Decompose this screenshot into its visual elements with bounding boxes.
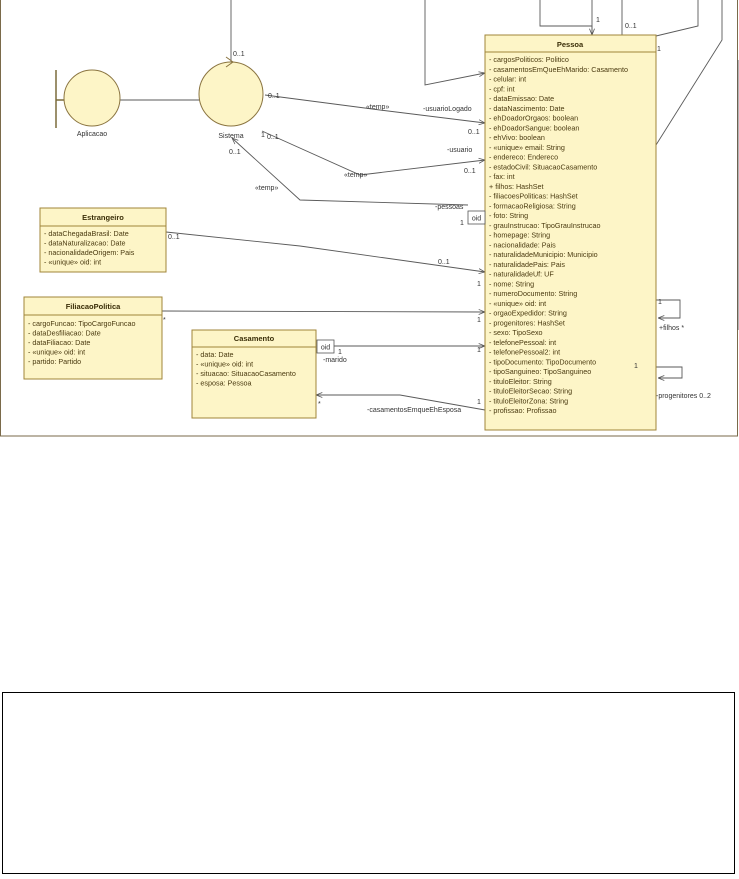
pessoa-attribute: - grauInstrucao: TipoGrauInstrucao xyxy=(489,220,601,230)
pessoa-attribute: - filiacoesPoliticas: HashSet xyxy=(489,191,578,201)
pessoa-attribute: - naturalidadePais: Pais xyxy=(489,259,565,269)
pessoa-attribute: - naturalidadeMunicipio: Municipio xyxy=(489,250,598,259)
label-temp-2: «temp» xyxy=(344,172,368,179)
pessoa-attribute: - estadoCivil: SituacaoCasamento xyxy=(489,162,598,172)
pessoa-attribute: - dataEmissao: Date xyxy=(489,94,555,103)
pessoa-attribute: - endereco: Endereco xyxy=(489,152,559,162)
pessoa-attribute: - telefonePessoal: int xyxy=(489,337,557,347)
label-progenitores-one: 1 xyxy=(634,363,638,370)
pessoa-attribute: - formacaoReligiosa: String xyxy=(489,201,576,211)
class-casamento[interactable] xyxy=(192,330,316,418)
control-icon xyxy=(199,62,263,126)
label-progenitores: -progenitores 0..2 xyxy=(656,393,711,400)
pessoa-attribute: - tipoSanguineo: TipoSanguineo xyxy=(489,367,592,376)
label-casamentos-one: 1 xyxy=(477,399,481,406)
estrangeiro-attribute: - nacionalidadeOrigem: Pais xyxy=(44,248,135,257)
estrangeiro-title: Estrangeiro xyxy=(82,213,124,222)
label-temp-3: «temp» xyxy=(255,185,279,192)
pessoa-attribute: - «unique» oid: int xyxy=(489,298,547,308)
label-usuario: -usuario xyxy=(447,147,473,154)
pessoa-attribute: - tituloEleitorZona: String xyxy=(489,396,569,406)
filiacao-attribute: - dataDesfiliacao: Date xyxy=(28,328,101,338)
pessoa-attribute: - cpf: int xyxy=(489,84,515,94)
estrangeiro-attribute: - dataChegadaBrasil: Date xyxy=(44,229,129,238)
label-casamento-pessoa-one: 1 xyxy=(477,347,481,354)
estrangeiro-attribute: - dataNaturalizacao: Date xyxy=(44,238,126,248)
label-top-zero-one: 0..1 xyxy=(625,23,637,30)
answer-box[interactable] xyxy=(2,692,735,874)
sistema-label: Sistema xyxy=(218,133,244,140)
pessoa-attribute: - ehDoadorSangue: boolean xyxy=(489,123,580,133)
pessoa-attribute: - sexo: TipoSexo xyxy=(489,328,543,337)
label-usuario-mult: 0..1 xyxy=(464,168,476,175)
casamento-attribute: - «unique» oid: int xyxy=(196,359,254,369)
pessoa-attribute: - casamentosEmQueEhMarido: Casamento xyxy=(489,64,629,74)
casamento-title: Casamento xyxy=(233,334,275,343)
pessoa-attribute: - nome: String xyxy=(489,279,535,289)
filiacao-attribute: - dataFiliacao: Date xyxy=(28,338,91,347)
svg-text:oid: oid xyxy=(320,344,331,352)
class-pessoa[interactable] xyxy=(485,35,656,430)
label-estrangeiro-pessoa-mult: 0..1 xyxy=(438,259,450,266)
label-sistema-top: 0..1 xyxy=(233,51,245,58)
label-marido-one: 1 xyxy=(338,349,342,356)
label-sistema-bottom: 0..1 xyxy=(229,149,241,156)
pessoa-attribute: - naturalidadeUf: UF xyxy=(489,269,554,279)
casamento-attribute: - data: Date xyxy=(196,350,234,359)
pessoa-title: Pessoa xyxy=(556,40,584,49)
label-filhos: +filhos * xyxy=(659,325,685,332)
label-filiacao-star: * xyxy=(163,317,166,324)
pessoa-attribute: - tituloEleitorSecao: String xyxy=(489,386,573,396)
label-usuario-logado-mult: 0..1 xyxy=(468,129,480,136)
label-pessoas-mult: 1 xyxy=(460,220,464,227)
class-filiacao-politica[interactable] xyxy=(24,297,162,379)
pessoa-attribute: - nacionalidade: Pais xyxy=(489,240,556,250)
label-estrangeiro-pessoa-one: 1 xyxy=(477,281,481,288)
label-sistema-one: 1 xyxy=(261,132,265,139)
casamento-oid-qualifier xyxy=(317,340,334,353)
pessoa-attribute: - «unique» email: String xyxy=(489,142,565,152)
pessoa-attribute: - homepage: String xyxy=(489,230,551,240)
pessoa-attribute: + filhos: HashSet xyxy=(489,181,544,191)
class-estrangeiro[interactable] xyxy=(40,208,166,272)
svg-text:oid: oid xyxy=(471,215,482,223)
pessoa-attribute: - ehDoadorOrgaos: boolean xyxy=(489,113,579,123)
pessoa-attribute: - numeroDocumento: String xyxy=(489,289,578,298)
casamento-attribute: - esposa: Pessoa xyxy=(196,378,252,388)
label-filiacao-one: 1 xyxy=(477,317,481,324)
label-casamentos-star: * xyxy=(318,401,321,408)
pessoa-attribute: - dataNascimento: Date xyxy=(489,103,565,113)
pessoa-attribute: - orgaoExpedidor: String xyxy=(489,308,567,318)
pessoa-attribute: - celular: int xyxy=(489,74,527,84)
label-marido: -marido xyxy=(323,357,347,364)
label-top-right-one: 1 xyxy=(657,46,661,53)
pessoa-attribute: - cargosPoliticos: Politico xyxy=(489,55,569,64)
pessoa-attribute: - progenitores: HashSet xyxy=(489,318,565,328)
estrangeiro-attribute: - «unique» oid: int xyxy=(44,257,102,267)
label-top-one: 1 xyxy=(596,17,600,24)
label-casamentos-esposa: -casamentosEmqueEhEsposa xyxy=(367,407,462,414)
pessoa-attribute: - foto: String xyxy=(489,211,529,220)
pessoa-attribute: - fax: int xyxy=(489,172,515,181)
aplicacao-label: Aplicacao xyxy=(76,131,108,138)
label-temp-1: «temp» xyxy=(366,104,390,111)
casamento-attribute: - situacao: SituacaoCasamento xyxy=(196,369,296,378)
pessoa-attribute: - profissao: Profissao xyxy=(489,406,557,415)
pessoa-attribute: - ehVivo: boolean xyxy=(489,133,545,142)
pessoa-attribute: - telefonePessoal2: int xyxy=(489,347,561,357)
label-sistema-left: 0..1 xyxy=(267,134,279,141)
label-estrangeiro-mult: 0..1 xyxy=(168,234,180,241)
pessoa-attribute: - tipoDocumento: TipoDocumento xyxy=(489,357,597,367)
filiacao-attribute: - cargoFuncao: TipoCargoFuncao xyxy=(28,319,136,328)
pessoa-oid-qualifier xyxy=(468,211,485,224)
label-pessoas: -pessoas xyxy=(435,204,464,211)
filiacao-attribute: - partido: Partido xyxy=(28,357,82,366)
filiacao-title: FiliacaoPolitica xyxy=(65,302,121,311)
label-usuario-logado: -usuarioLogado xyxy=(423,106,472,113)
pessoa-attribute: - tituloEleitor: String xyxy=(489,376,552,386)
label-filhos-one: 1 xyxy=(658,299,662,306)
filiacao-attribute: - «unique» oid: int xyxy=(28,347,86,357)
label-sistema-right: 0..1 xyxy=(268,93,280,100)
